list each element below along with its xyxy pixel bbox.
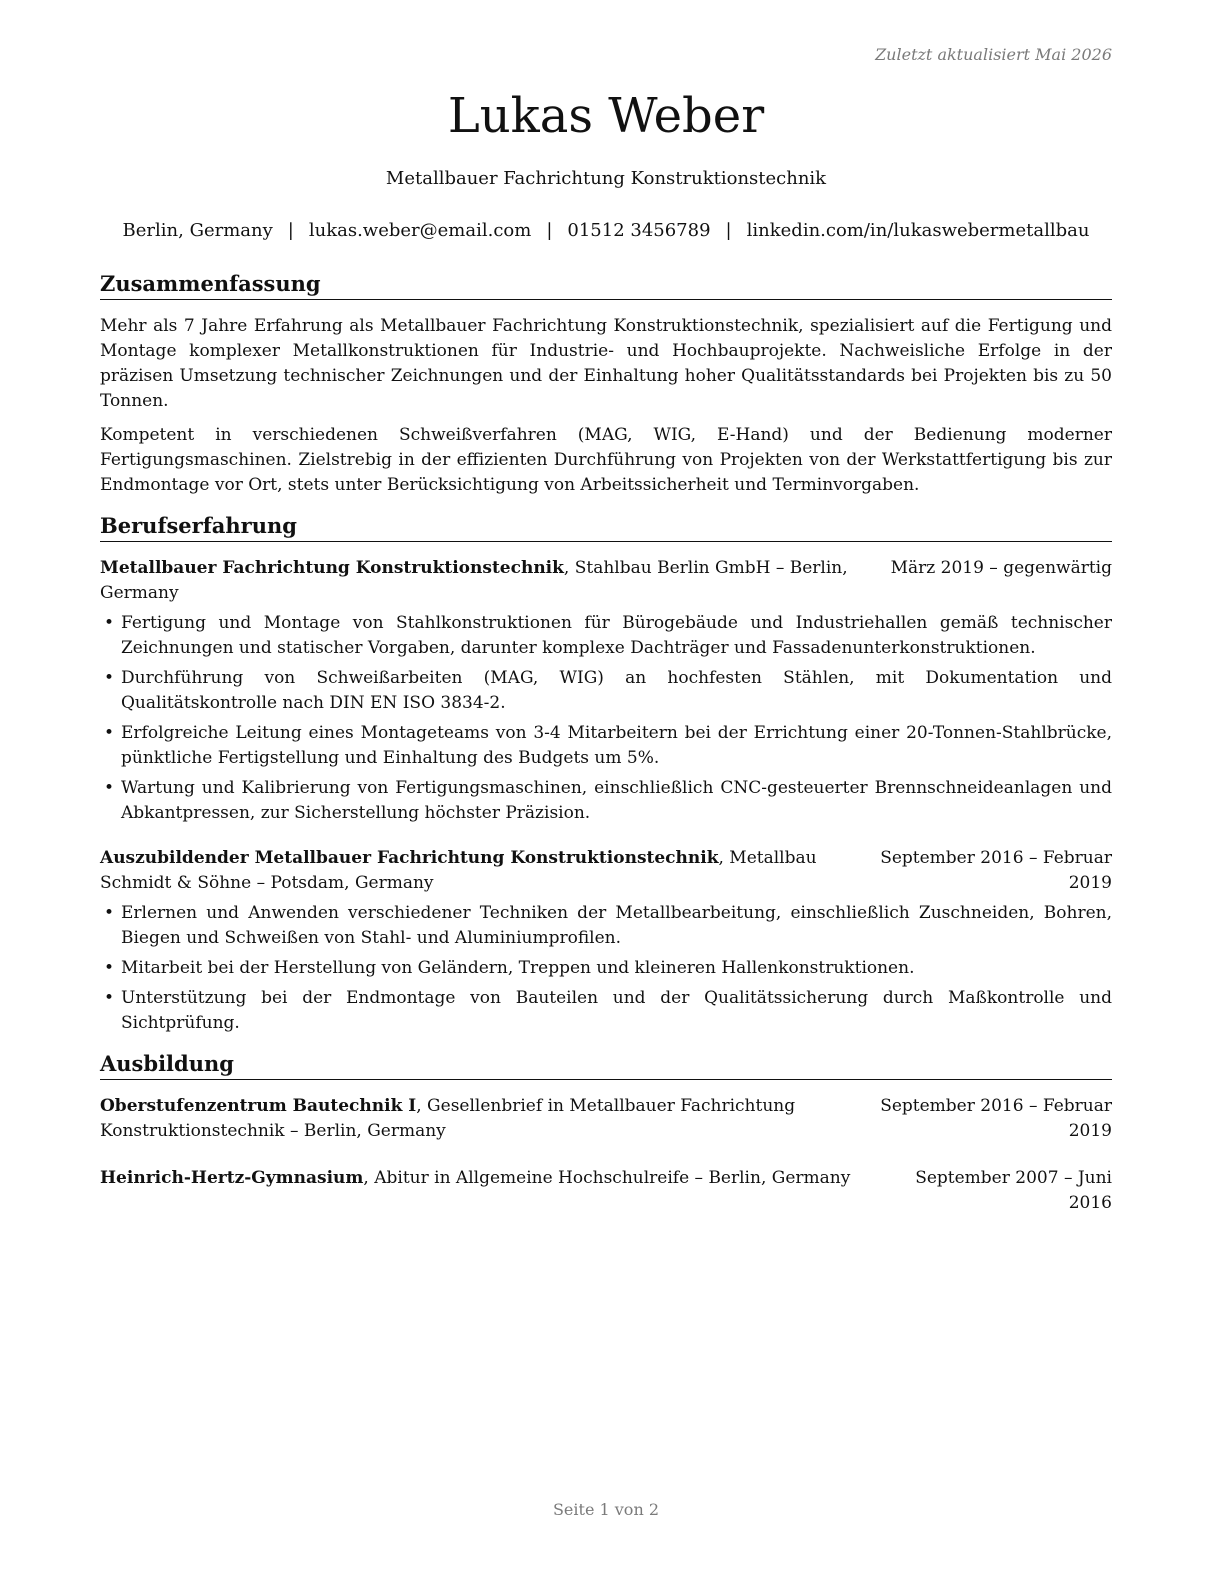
experience-entry-header xyxy=(100,556,1112,606)
contact-separator: | xyxy=(287,220,294,241)
contact-separator: | xyxy=(546,220,553,241)
bullet-icon: • xyxy=(104,778,115,798)
list-item xyxy=(100,901,1112,951)
experience-entry-header xyxy=(100,846,1112,896)
bullet-text: Erfolgreiche Leitung eines Montageteams von 3-4 Mitarbeitern bei der Errichtung einer 20-Tonnen-Stahlbrücke, pünktliche Fertigstellung und Einhaltung des Budgets um 5%. xyxy=(121,723,1112,768)
degree-details: , Abitur in Allgemeine Hochschulreife – Berlin, Germany xyxy=(363,1168,851,1188)
bullet-icon: • xyxy=(104,903,115,923)
contact-line xyxy=(100,219,1112,243)
list-item xyxy=(100,721,1112,771)
bullet-icon: • xyxy=(104,988,115,1008)
bullet-text: Erlernen und Anwenden verschiedener Techniken der Metallbearbeitung, einschließlich Zuschneiden, Bohren, Biegen und Schweißen von Stahl- und Aluminiumprofilen. xyxy=(121,903,1112,948)
summary-paragraph: Kompetent in verschiedenen Schweißverfahren (MAG, WIG, E-Hand) und der Bedienung moderner Fertigungsmaschinen. Zielstrebig in der effizienten Durchführung von Projekten von der Werkstattfertigung bis zur Endmontage vor Ort, stets unter Berücksichtigung von Arbeitssicherheit und Terminvorgaben. xyxy=(100,425,1112,495)
job-employer: , Metallbau Schmidt & Söhne – Potsdam, Germany xyxy=(100,848,817,893)
job-dates: September 2016 – Februar 2019 xyxy=(880,848,1112,893)
resume-page xyxy=(100,0,1112,1584)
school-name: Oberstufenzentrum Bautechnik I xyxy=(100,1096,417,1116)
page-number: Seite 1 von 2 xyxy=(552,1500,660,1519)
education-dates: September 2007 – Juni 2016 xyxy=(915,1168,1112,1213)
job-bullet-list xyxy=(100,611,1112,826)
resume-content xyxy=(100,270,1112,1216)
candidate-name: Lukas Weber xyxy=(447,88,765,144)
contact-phone[interactable]: 01512 3456789 xyxy=(567,220,711,241)
section-heading-education: Ausbildung xyxy=(100,1050,1112,1080)
job-employer: , Stahlbau Berlin GmbH – Berlin, Germany xyxy=(100,558,848,603)
education-entry-title xyxy=(100,1166,868,1191)
job-bullet-list xyxy=(100,901,1112,1036)
summary-section xyxy=(100,314,1112,498)
bullet-icon: • xyxy=(104,668,115,688)
job-role: Metallbauer Fachrichtung Konstruktionstechnik xyxy=(100,558,564,578)
bullet-text: Unterstützung bei der Endmontage von Bauteilen und der Qualitätssicherung durch Maßkontrolle und Sichtprüfung. xyxy=(121,988,1112,1033)
bullet-text: Fertigung und Montage von Stahlkonstruktionen für Bürogebäude und Industriehallen gemäß technischer Zeichnungen und statischer Vorgaben, darunter komplexe Dachträger und Fassadenunterkonstruktionen. xyxy=(121,613,1112,658)
contact-separator: | xyxy=(725,220,732,241)
list-item xyxy=(100,611,1112,661)
experience-entry xyxy=(100,556,1112,826)
school-name: Heinrich-Hertz-Gymnasium xyxy=(100,1168,364,1188)
section-heading-summary: Zusammenfassung xyxy=(100,270,1112,300)
last-updated-note: Zuletzt aktualisiert Mai 2026 xyxy=(875,45,1112,64)
list-item xyxy=(100,986,1112,1036)
bullet-text: Mitarbeit bei der Herstellung von Geländern, Treppen und kleineren Hallenkonstruktionen. xyxy=(121,958,915,978)
job-role: Auszubildender Metallbauer Fachrichtung Konstruktionstechnik xyxy=(100,848,719,868)
list-item xyxy=(100,956,1112,981)
experience-entry xyxy=(100,846,1112,1036)
bullet-icon: • xyxy=(104,723,115,743)
contact-email[interactable]: lukas.weber@email.com xyxy=(308,220,532,241)
bullet-text: Durchführung von Schweißarbeiten (MAG, WIG) an hochfesten Stählen, mit Dokumentation und Qualitätskontrolle nach DIN EN ISO 3834-2. xyxy=(121,668,1112,713)
degree-details: , Gesellenbrief in Metallbauer Fachrichtung Konstruktionstechnik – Berlin, Germany xyxy=(100,1096,796,1141)
bullet-icon: • xyxy=(104,958,115,978)
section-heading-experience: Berufserfahrung xyxy=(100,512,1112,542)
education-entry xyxy=(100,1166,1112,1216)
list-item xyxy=(100,776,1112,826)
candidate-title: Metallbauer Fachrichtung Konstruktionstechnik xyxy=(385,168,827,189)
bullet-icon: • xyxy=(104,613,115,633)
job-dates: März 2019 – gegenwärtig xyxy=(890,558,1112,578)
experience-entry-title xyxy=(100,846,868,896)
contact-location: Berlin, Germany xyxy=(122,220,273,241)
education-entry xyxy=(100,1094,1112,1144)
list-item xyxy=(100,666,1112,716)
experience-entry-title xyxy=(100,556,879,606)
education-dates: September 2016 – Februar 2019 xyxy=(880,1096,1112,1141)
bullet-text: Wartung und Kalibrierung von Fertigungsmaschinen, einschließlich CNC-gesteuerter Brennschneideanlagen und Abkantpressen, zur Sicherstellung höchster Präzision. xyxy=(121,778,1112,823)
education-entry-title xyxy=(100,1094,868,1144)
contact-linkedin[interactable]: linkedin.com/in/lukaswebermetallbau xyxy=(746,220,1090,241)
summary-paragraph: Mehr als 7 Jahre Erfahrung als Metallbauer Fachrichtung Konstruktionstechnik, spezialisiert auf die Fertigung und Montage komplexer Metallkonstruktionen für Industrie- und Hochbauprojekte. Nachweisliche Erfolge in der präzisen Umsetzung technischer Zeichnungen und der Einhaltung hoher Qualitätsstandards bei Projekten bis zu 50 Tonnen. xyxy=(100,316,1112,411)
